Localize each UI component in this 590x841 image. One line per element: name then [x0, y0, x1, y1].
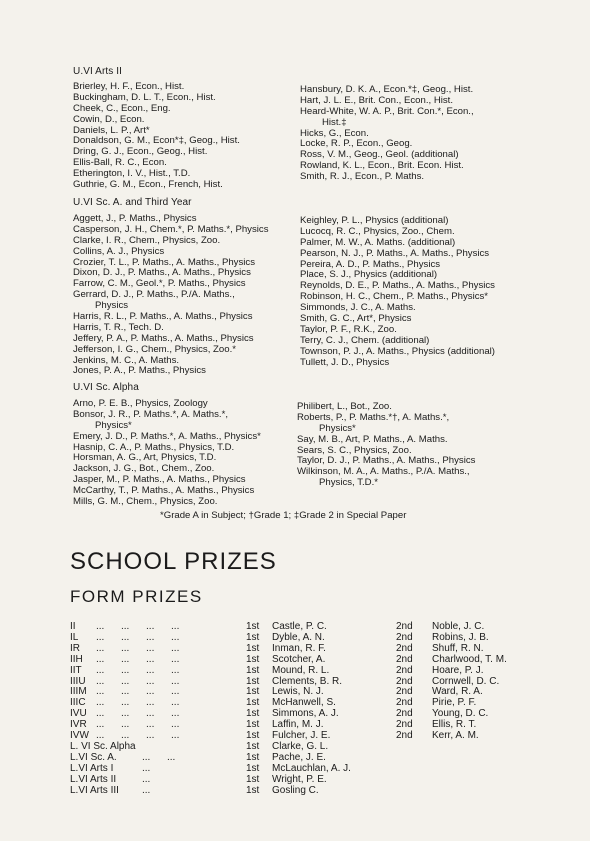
entry-line: Palmer, M. W., A. Maths. (additional): [300, 236, 456, 248]
prize-row: [70, 764, 570, 775]
second-place-label: 2nd: [396, 675, 413, 687]
leader-dots: ... ... ... ...: [96, 664, 180, 676]
first-place-label: 1st: [246, 730, 260, 741]
prize-form: L.VI Arts III: [70, 784, 119, 796]
entry-line: Ellis-Ball, R. C., Econ.: [73, 157, 167, 169]
leader-dots: ...: [142, 784, 151, 796]
entry-line: Harris, T. R., Tech. D.: [73, 321, 164, 333]
second-place-label: 2nd: [396, 686, 413, 698]
section-uvi-sc-alpha-left-column: [73, 399, 261, 508]
entry-line: Harris, R. L., P. Maths., A. Maths., Physics: [73, 311, 253, 323]
entry-line: Collins, A. J., Physics: [73, 245, 165, 257]
entry-line: Hart, J. L. E., Brit. Con., Econ., Hist.: [300, 94, 454, 106]
entry-line: Jeffery, P. A., P. Maths., A. Maths., Physics: [73, 332, 254, 344]
entry-line: Physics*: [95, 419, 132, 431]
entry-line: Heard-White, W. A. P., Brit. Con.*, Econ.,: [300, 105, 474, 117]
leader-dots: ... ...: [142, 751, 176, 763]
entry-line: Pearson, N. J., P. Maths., A. Maths., Physics: [300, 247, 490, 259]
prize-form: L.VI Arts I: [70, 762, 114, 774]
prize-form: IR: [70, 642, 80, 654]
entry-line: Buckingham, D. L. T., Econ., Hist.: [73, 91, 216, 103]
entry-line: Hansbury, D. K. A., Econ.*‡, Geog., Hist.: [300, 84, 474, 95]
second-place-name: Noble, J. C.: [432, 621, 485, 632]
leader-dots: ... ... ... ...: [96, 642, 180, 654]
leader-dots: ... ... ... ...: [96, 697, 180, 709]
first-place-label: 1st: [246, 708, 260, 720]
prize-form: IVU: [70, 708, 87, 720]
entry-line: Hist.‡: [322, 116, 347, 128]
prize-row: [70, 775, 570, 786]
first-place-name: Pache, J. E.: [272, 751, 326, 763]
second-place-name: Cornwell, D. C.: [432, 675, 500, 687]
entry-line: Jenkins, M. C., A. Maths.: [73, 354, 180, 366]
form-prizes-subheading: FORM PRIZES: [70, 587, 203, 606]
second-place-name: Shuff, R. N.: [432, 642, 484, 654]
first-place-name: Gosling C.: [272, 784, 319, 796]
entry-line: Reynolds, D. E., P. Maths., A. Maths., Physics: [300, 280, 495, 292]
entry-line: Pereira, A. D., P. Maths., Physics: [300, 258, 441, 270]
leader-dots: ... ... ... ...: [96, 730, 180, 741]
first-place-name: Inman, R. F.: [272, 642, 326, 654]
entry-line: Guthrie, G. M., Econ., French, Hist.: [73, 179, 223, 191]
first-place-name: McLauchlan, A. J.: [272, 762, 351, 774]
first-place-label: 1st: [246, 664, 260, 676]
entry-line: Sears, S. C., Physics, Zoo.: [297, 444, 412, 456]
entry-line: Smith, G. C., Art*, Physics: [300, 313, 412, 325]
leader-dots: ...: [142, 762, 151, 774]
prize-form: L.VI Arts II: [70, 773, 117, 785]
first-place-label: 1st: [246, 773, 260, 785]
entry-line: Rowland, K. L., Econ., Brit. Econ. Hist.: [300, 160, 464, 172]
second-place-label: 2nd: [396, 708, 413, 720]
entry-line: Smith, R. J., Econ., P. Maths.: [300, 171, 425, 183]
first-place-label: 1st: [246, 686, 260, 698]
entry-line: Roberts, P., P. Maths.*†, A. Maths.*,: [297, 411, 450, 423]
grade-footnote: *Grade A in Subject; †Grade 1; ‡Grade 2 in Special Paper: [160, 510, 407, 521]
leader-dots: ... ... ... ...: [96, 621, 180, 632]
second-place-name: Hoare, P. J.: [432, 664, 484, 676]
entry-line: Physics*: [319, 422, 356, 434]
prize-form: IVR: [70, 719, 87, 731]
leader-dots: ... ... ... ...: [96, 719, 180, 731]
section-title-uvi-sc-a: U.VI Sc. A. and Third Year: [73, 197, 192, 208]
entry-line: Horsman, A. G., Art, Physics, T.D.: [73, 452, 217, 464]
entry-line: Jones, P. A., P. Maths., Physics: [73, 365, 206, 377]
second-place-label: 2nd: [396, 730, 413, 741]
section-uvi-sc-alpha-right-column: [297, 402, 475, 489]
first-place-label: 1st: [246, 751, 260, 763]
prize-form: IIIU: [70, 675, 86, 687]
entry-line: Locke, R. P., Econ., Geog.: [300, 138, 413, 150]
prize-row: [70, 666, 570, 677]
entry-line: Cowin, D., Econ.: [73, 113, 145, 125]
second-place-label: 2nd: [396, 664, 413, 676]
second-place-label: 2nd: [396, 642, 413, 654]
entry-line: Mills, G. M., Chem., Physics, Zoo.: [73, 496, 218, 508]
entry-line: Donaldson, G. M., Econ*‡, Geog., Hist.: [73, 135, 240, 147]
section-title-uvi-sc-alpha: U.VI Sc. Alpha: [73, 382, 139, 393]
prize-row: [70, 786, 570, 797]
entry-line: Hicks, G., Econ.: [300, 127, 369, 139]
entry-line: Place, S. J., Physics (additional): [300, 269, 438, 281]
entry-line: Physics, T.D.*: [319, 477, 378, 489]
entry-line: Casperson, J. H., Chem.*, P. Maths.*, Physics: [73, 223, 269, 235]
entry-line: Emery, J. D., P. Maths.*, A. Maths., Physics*: [73, 430, 261, 442]
first-place-name: Simmons, A. J.: [272, 708, 339, 720]
first-place-name: Dyble, A. N.: [272, 631, 325, 643]
second-place-name: Young, D. C.: [432, 708, 489, 720]
first-place-label: 1st: [246, 784, 260, 796]
leader-dots: ... ... ... ...: [96, 708, 180, 720]
entry-line: Etherington, I. V., Hist., T.D.: [73, 168, 191, 180]
second-place-name: Pirie, P. F.: [432, 697, 477, 709]
first-place-label: 1st: [246, 740, 260, 752]
leader-dots: ... ... ... ...: [96, 653, 180, 665]
first-place-label: 1st: [246, 631, 260, 643]
entry-line: Keighley, P. L., Physics (additional): [300, 215, 449, 226]
entry-line: Clarke, I. R., Chem., Physics, Zoo.: [73, 234, 221, 246]
entry-line: Hasnip, C. A., P. Maths., Physics, T.D.: [73, 441, 235, 453]
entry-line: Philibert, L., Bot., Zoo.: [297, 401, 392, 412]
entry-line: Lucocq, R. C., Physics, Zoo., Chem.: [300, 225, 455, 237]
second-place-name: Robins, J. B.: [432, 631, 489, 643]
prize-form: L. VI Sc. Alpha: [70, 740, 136, 752]
entry-line: Dixon, D. J., P. Maths., A. Maths., Physics: [73, 267, 251, 279]
second-place-name: Ward, R. A.: [432, 686, 483, 698]
entry-line: Simmonds, J. C., A. Maths.: [300, 302, 416, 314]
first-place-name: Clements, B. R.: [272, 675, 343, 687]
second-place-label: 2nd: [396, 697, 413, 709]
entry-line: Farrow, C. M., Geol.*, P. Maths., Physics: [73, 278, 246, 290]
first-place-name: Wright, P. E.: [272, 773, 327, 785]
leader-dots: ... ... ... ...: [96, 631, 180, 643]
second-place-name: Kerr, A. M.: [432, 730, 479, 741]
entry-line: Crozier, T. L., P. Maths., A. Maths., Physics: [73, 256, 255, 268]
entry-line: Terry, C. J., Chem. (additional): [300, 334, 430, 346]
entry-line: Daniels, L. P., Art*: [73, 124, 150, 136]
entry-line: Ross, V. M., Geog., Geol. (additional): [300, 149, 459, 161]
second-place-name: Charlwood, T. M.: [432, 653, 507, 665]
entry-line: Aggett, J., P. Maths., Physics: [73, 213, 197, 224]
entry-line: Dring, G. J., Econ., Geog., Hist.: [73, 146, 208, 158]
entry-line: Jackson, J. G., Bot., Chem., Zoo.: [73, 463, 215, 475]
section-title-uvi-arts-ii: U.VI Arts II: [73, 66, 122, 77]
second-place-name: Ellis, R. T.: [432, 719, 477, 731]
first-place-name: Lewis, N. J.: [272, 686, 324, 698]
school-prizes-heading: SCHOOL PRIZES: [70, 548, 277, 575]
prize-form: II: [70, 621, 76, 632]
first-place-label: 1st: [246, 697, 260, 709]
first-place-label: 1st: [246, 675, 260, 687]
prize-form: IIIC: [70, 697, 86, 709]
prize-form: L.VI Sc. A.: [70, 751, 117, 763]
first-place-name: Clarke, G. L.: [272, 740, 329, 752]
entry-line: Jasper, M., P. Maths., A. Maths., Physics: [73, 474, 246, 486]
entry-line: Say, M. B., Art, P. Maths., A. Maths.: [297, 433, 448, 445]
entry-line: Taylor, D. J., P. Maths., A. Maths., Physics: [297, 455, 476, 467]
leader-dots: ... ... ... ...: [96, 686, 180, 698]
second-place-label: 2nd: [396, 653, 413, 665]
entry-line: Gerrard, D. J., P. Maths., P./A. Maths.,: [73, 289, 235, 301]
section-uvi-arts-ii-right-column: [300, 85, 474, 183]
entry-line: Bonsor, J. R., P. Maths.*, A. Maths.*,: [73, 408, 228, 420]
prize-form: IIT: [70, 664, 82, 676]
entry-line: Arno, P. E. B., Physics, Zoology: [73, 398, 208, 409]
second-place-label: 2nd: [396, 631, 413, 643]
entry-line: Brierley, H. F., Econ., Hist.: [73, 81, 185, 92]
second-place-label: 2nd: [396, 621, 413, 632]
second-place-label: 2nd: [396, 719, 413, 731]
entry-line: McCarthy, T., P. Maths., A. Maths., Physics: [73, 485, 255, 497]
first-place-label: 1st: [246, 621, 260, 632]
leader-dots: ... ... ... ...: [96, 675, 180, 687]
entry-line: Tullett, J. D., Physics: [300, 356, 390, 368]
prize-form: IL: [70, 631, 79, 643]
entry-line: Robinson, H. C., Chem., P. Maths., Physics*: [300, 291, 489, 303]
prize-row: [70, 655, 570, 666]
first-place-name: Laffin, M. J.: [272, 719, 324, 731]
first-place-label: 1st: [246, 642, 260, 654]
first-place-name: Mound, R. L.: [272, 664, 330, 676]
entry-line: Wilkinson, M. A., A. Maths., P./A. Maths.,: [297, 466, 470, 478]
section-uvi-sc-a-right-column: [300, 216, 495, 368]
entry-line: Townson, P. J., A. Maths., Physics (additional): [300, 345, 495, 357]
first-place-name: McHanwell, S.: [272, 697, 336, 709]
first-place-name: Castle, P. C.: [272, 621, 327, 632]
entry-line: Cheek, C., Econ., Eng.: [73, 102, 171, 114]
prize-form: IIH: [70, 653, 83, 665]
first-place-label: 1st: [246, 653, 260, 665]
entry-line: Taylor, P. F., R.K., Zoo.: [300, 323, 397, 335]
entry-line: Physics: [95, 300, 129, 312]
section-uvi-arts-ii-left-column: [73, 82, 240, 191]
section-uvi-sc-a-left-column: [73, 214, 269, 377]
prize-form: IIIM: [70, 686, 87, 698]
first-place-name: Fulcher, J. E.: [272, 730, 331, 741]
prize-form: IVW: [70, 730, 89, 741]
first-place-label: 1st: [246, 762, 260, 774]
entry-line: Jefferson, I. G., Chem., Physics, Zoo.*: [73, 343, 236, 355]
first-place-label: 1st: [246, 719, 260, 731]
leader-dots: ...: [142, 773, 151, 785]
first-place-name: Scotcher, A.: [272, 653, 326, 665]
